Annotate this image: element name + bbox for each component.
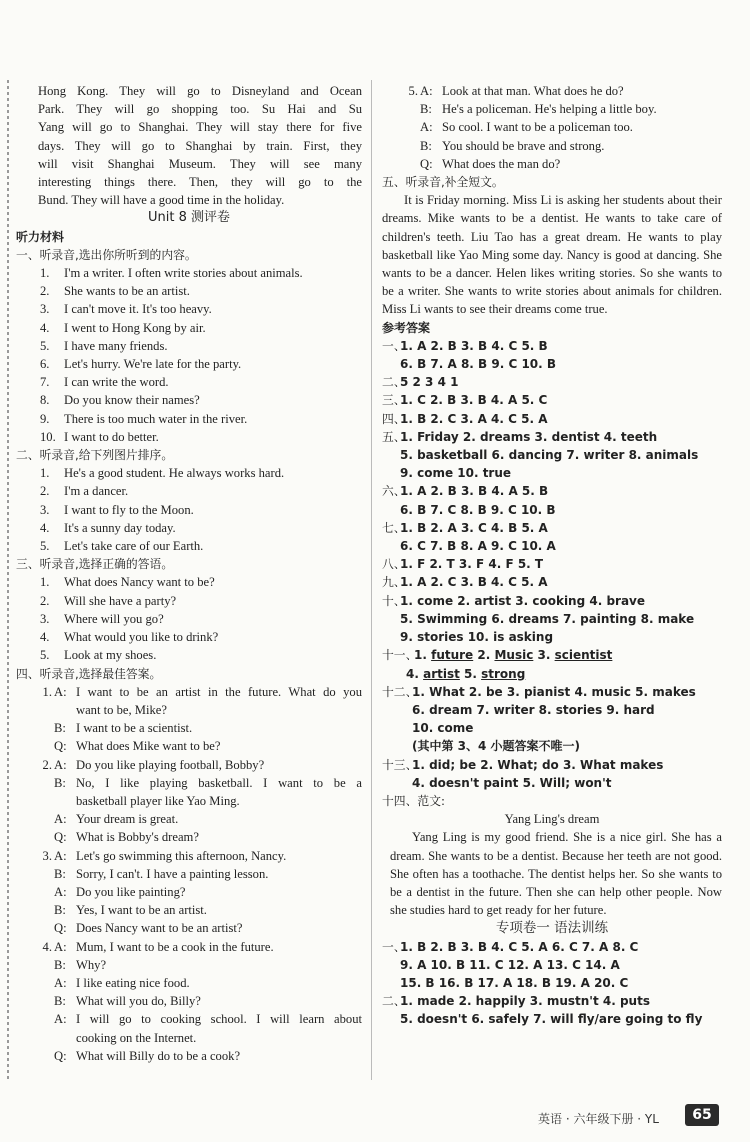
answer-row — [382, 410, 722, 428]
section-3-item — [16, 592, 362, 610]
item-text: I want to fly to the Moon. — [64, 502, 194, 517]
section-3-item — [16, 646, 362, 664]
answer-row — [382, 701, 722, 719]
dialogue-text: Mum, I want to be a cook in the future. — [76, 939, 274, 954]
answer-text: 5. doesn't 6. safely 7. will fly/are going to fly — [400, 1012, 703, 1027]
dialogue-number — [16, 883, 54, 901]
answer-text: 5. basketball 6. dancing 7. writer 8. animals — [400, 448, 699, 463]
section-4-dialogue-5 — [382, 82, 722, 173]
item-number: 7. — [40, 375, 50, 390]
grammar-row — [382, 974, 722, 992]
dialogue-number — [16, 1010, 54, 1028]
material-title: 听力材料 — [16, 229, 65, 244]
dialogue-text: What does Mike want to be? — [76, 739, 221, 754]
answer-text: 15. B 16. B 17. A 18. B 19. A 20. C — [400, 975, 629, 990]
underlined-answer: future — [431, 648, 474, 663]
answer-text: 1. did; be 2. What; do 3. What makes — [412, 757, 664, 772]
item-number: 3. — [40, 302, 50, 317]
dialogue-line — [16, 919, 362, 937]
item-number: 5. — [40, 648, 50, 663]
answer-text: 1. B 2. C 3. A 4. C 5. A — [400, 411, 548, 426]
section-1-item — [16, 373, 362, 391]
dialogue-line — [16, 956, 362, 974]
dialogue-text: Your dream is great. — [76, 812, 179, 827]
answer-text: 1. A 2. B 3. B 4. A 5. B — [400, 484, 549, 499]
dialogue-line — [16, 774, 362, 792]
speaker-label: B: — [420, 102, 432, 117]
section-2-item — [16, 464, 362, 482]
dialogue-number — [16, 828, 54, 846]
item-number: 5. — [40, 338, 50, 353]
item-text: I'm a writer. I often write stories about animals. — [64, 266, 303, 281]
answer-text: 9. come 10. true — [400, 466, 512, 481]
answer-text: 9. stories 10. is asking — [400, 630, 554, 645]
essay-title: Yang Ling's dream — [504, 812, 600, 827]
item-text: There is too much water in the river. — [64, 411, 248, 426]
section-2-list — [16, 464, 362, 555]
right-column — [382, 82, 722, 1029]
answer-text: 1. A 2. C 3. B 4. C 5. A — [400, 575, 548, 590]
intro-line: Yang will go to Shanghai. They will stay there for five — [38, 120, 362, 135]
item-text: It's a sunny day today. — [64, 520, 176, 535]
dialogue-number — [16, 992, 54, 1010]
answer-section-number: 一、 — [382, 338, 406, 353]
answer-row — [382, 391, 722, 409]
dialogue-text: Do you like playing football, Bobby? — [76, 757, 265, 772]
dialogue-number: 3. — [42, 848, 52, 863]
answer-text: 1. F 2. T 3. F 4. F 5. T — [400, 557, 544, 572]
section-1-item — [16, 300, 362, 318]
dialogue-number — [16, 792, 54, 810]
answer-row — [382, 428, 722, 446]
dialogue-line — [16, 992, 362, 1010]
answer-row — [382, 519, 722, 537]
dialogue-text: So cool. I want to be a policeman too. — [442, 120, 633, 135]
speaker-label: A: — [54, 848, 67, 863]
intro-line: Park. They will go shopping too. Su Hai and Su — [38, 102, 362, 117]
dialogue-line — [382, 137, 722, 155]
underlined-answer: strong — [481, 666, 526, 681]
item-number: 1. — [40, 266, 50, 281]
speaker-label: A: — [54, 975, 67, 990]
intro-line: will visit Shanghai Museum. They will see many — [38, 156, 362, 171]
answer-text: 9. A 10. B 11. C 12. A 13. C 14. A — [400, 957, 620, 972]
unit-title: Unit 8 测评卷 — [148, 210, 230, 226]
grammar-row — [382, 1010, 722, 1028]
speaker-label: Q: — [54, 921, 67, 936]
answer-section-number: 六、 — [382, 484, 406, 499]
answer-section-number: 十三、 — [382, 757, 418, 772]
dialogue-line — [16, 828, 362, 846]
grammar-row — [382, 956, 722, 974]
underlined-answer: artist — [423, 666, 460, 681]
speaker-label: B: — [420, 138, 432, 153]
item-text: I have many friends. — [64, 338, 168, 353]
section-1-item — [16, 428, 362, 446]
answer-number: 2. — [473, 648, 495, 663]
answer-text: 1. A 2. B 3. B 4. C 5. B — [400, 338, 548, 353]
item-text: Look at my shoes. — [64, 648, 157, 663]
answer-text: 1. made 2. happily 3. mustn't 4. puts — [400, 994, 650, 1009]
answer-text: 5 2 3 4 1 — [400, 375, 459, 390]
dialogue-number: 4. — [42, 939, 52, 954]
answer-text: 1. come 2. artist 3. cooking 4. brave — [400, 593, 646, 608]
speaker-label: Q: — [54, 1048, 67, 1063]
footer-label: 英语 · 六年级下册 · YL — [538, 1112, 659, 1126]
speaker-label: A: — [54, 1012, 67, 1027]
answer-section-number: 十二、 — [382, 684, 418, 699]
answer-text: 1. Friday 2. dreams 3. dentist 4. teeth — [400, 429, 658, 444]
answer-row — [382, 482, 722, 500]
dialogue-number — [16, 956, 54, 974]
dialogue-line — [16, 719, 362, 737]
item-number: 2. — [40, 284, 50, 299]
section-1-item — [16, 391, 362, 409]
section-1-item — [16, 355, 362, 373]
answer-text: 6. B 7. A 8. B 9. C 10. B — [400, 357, 557, 372]
dialogue-line — [16, 865, 362, 883]
answer-section-number: 二、 — [382, 375, 406, 390]
answer-11-line-1 — [382, 646, 722, 664]
dialogue-number — [382, 100, 420, 118]
dialogue-number: 5. — [408, 84, 418, 98]
dialogue-number: 1. — [42, 684, 52, 699]
dialogue-line — [16, 737, 362, 755]
section-2-item — [16, 482, 362, 500]
dialogue-line — [382, 100, 722, 118]
intro-line: interesting things there. Then, they will go to the — [38, 175, 362, 190]
grammar-row — [382, 938, 722, 956]
dialogue-line — [16, 810, 362, 828]
dialogue-line — [16, 756, 362, 774]
speaker-label: Q: — [54, 830, 67, 845]
section-1-title: 一、听录音,选出你所听到的内容。 — [16, 247, 197, 262]
answer-row — [382, 610, 722, 628]
speaker-label: B: — [54, 866, 66, 881]
answer-text: 4. doesn't paint 5. Will; won't — [412, 775, 612, 790]
intro-line: Bund. They will have a good time in the holiday. — [38, 193, 285, 208]
answer-row — [382, 501, 722, 519]
dialogue-line — [16, 847, 362, 865]
item-text: Let's take care of our Earth. — [64, 539, 204, 554]
answer-row — [382, 719, 722, 737]
dialogue-number — [16, 701, 54, 719]
dialogue-text: I will go to cooking school. I will learn about — [76, 1012, 362, 1027]
item-number: 5. — [40, 539, 50, 554]
answer-row — [382, 446, 722, 464]
speaker-label: Q: — [54, 739, 67, 754]
binding-margin — [7, 80, 9, 1080]
left-column — [16, 82, 362, 1065]
speaker-label — [54, 792, 76, 810]
speaker-label: B: — [54, 957, 66, 972]
section-3-title: 三、听录音,选择正确的答语。 — [16, 557, 174, 572]
answer-section-number: 七、 — [382, 520, 406, 535]
answer-number: 1. — [414, 648, 432, 663]
dialogue-text: Look at that man. What does he do? — [442, 84, 624, 98]
answer-section-number: 二、 — [382, 994, 406, 1009]
essay-body: Yang Ling is my good friend. She is a nice girl. She has a dream. She wants to be a dentist. Because her teeth are not good. She often has a toothache. The dentist helps her. So she wants to be a dentist in the future. Then she can help other people. Now she studies hard to get ready for her future. — [390, 830, 722, 918]
section-5-title: 五、听录音,补全短文。 — [382, 175, 504, 190]
intro-line: Hong Kong. They will go to Disneyland and Ocean — [38, 84, 362, 98]
answer-row — [382, 573, 722, 591]
underlined-answer: Music — [494, 648, 534, 663]
answer-row — [382, 774, 722, 792]
answer-key — [382, 337, 722, 646]
dialogue-text: I want to be a scientist. — [76, 721, 193, 736]
dialogue-line — [382, 118, 722, 136]
dialogue-text: He's a policeman. He's helping a little boy. — [442, 102, 657, 117]
answer-text: (其中第 3、4 小题答案不唯一) — [412, 739, 581, 754]
dialogue-text: Yes, I want to be an artist. — [76, 903, 207, 918]
section-1-list — [16, 264, 362, 446]
answer-text: 1. B 2. A 3. C 4. B 5. A — [400, 520, 548, 535]
answer-row — [382, 592, 722, 610]
dialogue-number — [16, 1047, 54, 1065]
dialogue-line — [16, 701, 362, 719]
answer-row — [382, 737, 722, 755]
section-1-item — [16, 410, 362, 428]
item-number: 1. — [40, 466, 50, 481]
dialogue-line — [16, 974, 362, 992]
item-number: 6. — [40, 357, 50, 372]
section-5-passage: It is Friday morning. Miss Li is asking her students about their dreams. Mike wants to be a dentist. He wants to take care of children's teeth. Liu Tao has a great dream. He wants to play basketball like Yao Ming some day. Nancy is good at dancing. She wants to be a dancer. Helen likes writing stories. So she wants to be a writer. She wants to write stories about animals for children. Miss Li wants to see their dreams come true. — [382, 193, 722, 317]
item-number: 3. — [40, 502, 50, 517]
item-text: She wants to be an artist. — [64, 284, 190, 299]
dialogue-number — [16, 810, 54, 828]
item-number: 2. — [40, 593, 50, 608]
dialogue-text: Do you like painting? — [76, 884, 186, 899]
section-4-dialogues — [16, 683, 362, 1065]
speaker-label: A: — [54, 684, 67, 699]
dialogue-number — [382, 137, 420, 155]
dialogue-number — [16, 719, 54, 737]
answer-text: 6. B 7. C 8. B 9. C 10. B — [400, 502, 556, 517]
dialogue-line — [16, 938, 362, 956]
item-text: I can write the word. — [64, 375, 169, 390]
answer-section-number: 八、 — [382, 557, 406, 572]
item-text: I can't move it. It's too heavy. — [64, 302, 212, 317]
speaker-label: A: — [420, 84, 433, 98]
dialogue-text: Why? — [76, 957, 107, 972]
grammar-row — [382, 992, 722, 1010]
dialogue-text: What will you do, Billy? — [76, 994, 201, 1009]
answer-13 — [382, 756, 722, 792]
speaker-label: A: — [54, 812, 67, 827]
item-text: I want to do better. — [64, 429, 159, 444]
item-number: 10. — [40, 429, 56, 444]
speaker-label: A: — [54, 884, 67, 899]
item-number: 2. — [40, 484, 50, 499]
answer-text: 10. come — [412, 721, 474, 736]
dialogue-text: No, I like playing basketball. I want to be a — [76, 775, 362, 790]
dialogue-number — [16, 737, 54, 755]
dialogue-text: You should be brave and strong. — [442, 138, 605, 153]
item-number: 1. — [40, 575, 50, 590]
section-1-item — [16, 282, 362, 300]
answer-row — [382, 628, 722, 646]
speaker-label — [54, 701, 76, 719]
speaker-label: B: — [54, 903, 66, 918]
answers-title: 参考答案 — [382, 320, 431, 335]
item-number: 4. — [40, 520, 50, 535]
column-divider — [371, 80, 372, 1080]
dialogue-line — [16, 1010, 362, 1028]
dialogue-text: Let's go swimming this afternoon, Nancy. — [76, 848, 287, 863]
answer-section-number: 一、 — [382, 939, 406, 954]
section-3-item — [16, 628, 362, 646]
answer-text: 1. C 2. B 3. B 4. A 5. C — [400, 393, 548, 408]
item-text: Let's hurry. We're late for the party. — [64, 357, 242, 372]
answer-text: 6. C 7. B 8. A 9. C 10. A — [400, 539, 556, 554]
intro-paragraph — [16, 82, 362, 209]
dialogue-line — [16, 792, 362, 810]
section-3-item — [16, 610, 362, 628]
section-1-item — [16, 337, 362, 355]
answer-row — [382, 537, 722, 555]
section-2-title: 二、听录音,给下列图片排序。 — [16, 448, 174, 463]
dialogue-text: basketball player like Yao Ming. — [76, 793, 240, 808]
answer-row — [382, 464, 722, 482]
dialogue-line — [16, 1029, 362, 1047]
section-2-item — [16, 501, 362, 519]
special-test-title: 专项卷一 语法训练 — [495, 920, 609, 937]
dialogue-number — [16, 1029, 54, 1047]
speaker-label: B: — [54, 775, 66, 790]
underlined-answer: scientist — [554, 648, 613, 663]
answer-11-line-2 — [382, 665, 722, 683]
dialogue-number: 2. — [42, 757, 52, 772]
answer-section-number: 四、 — [382, 411, 406, 426]
answer-text: 1. B 2. B 3. B 4. C 5. A 6. C 7. A 8. C — [400, 939, 639, 954]
page-number: 65 — [685, 1104, 719, 1126]
item-text: Will she have a party? — [64, 593, 177, 608]
dialogue-text: What is Bobby's dream? — [76, 830, 199, 845]
speaker-label: B: — [54, 721, 66, 736]
dialogue-line — [382, 155, 722, 173]
section-3-list — [16, 573, 362, 664]
speaker-label: A: — [54, 757, 67, 772]
section-14-title: 十四、范文: — [382, 793, 445, 808]
answer-section-number: 九、 — [382, 575, 406, 590]
answer-number: 3. — [533, 648, 555, 663]
dialogue-number — [16, 901, 54, 919]
answer-row — [382, 683, 722, 701]
dialogue-line — [16, 883, 362, 901]
speaker-label — [54, 1029, 76, 1047]
section-3-item — [16, 573, 362, 591]
answer-row — [382, 355, 722, 373]
item-text: Do you know their names? — [64, 393, 200, 408]
dialogue-number — [16, 974, 54, 992]
dialogue-text: Does Nancy want to be an artist? — [76, 921, 243, 936]
dialogue-line — [16, 683, 362, 701]
item-number: 9. — [40, 411, 50, 426]
dialogue-text: want to be, Mike? — [76, 702, 167, 717]
answer-row — [382, 337, 722, 355]
dialogue-line — [382, 82, 722, 100]
item-text: What does Nancy want to be? — [64, 575, 215, 590]
section-1-item — [16, 319, 362, 337]
section-4-title: 四、听录音,选择最佳答案。 — [16, 666, 162, 681]
speaker-label: A: — [54, 939, 67, 954]
dialogue-number — [382, 155, 420, 173]
dialogue-number — [382, 118, 420, 136]
speaker-label: Q: — [420, 156, 433, 171]
answer-number: 5. — [459, 666, 482, 681]
dialogue-number — [16, 919, 54, 937]
answer-text: 5. Swimming 6. dreams 7. painting 8. make — [400, 611, 695, 626]
dialogue-text: What does the man do? — [442, 156, 561, 171]
answer-text: 6. dream 7. writer 8. stories 9. hard — [412, 702, 655, 717]
intro-line: days. They will go to Shanghai by train. First, they — [38, 138, 362, 153]
answer-section-number: 三、 — [382, 393, 406, 408]
item-number: 4. — [40, 320, 50, 335]
dialogue-text: I like eating nice food. — [76, 975, 190, 990]
answer-row — [382, 756, 722, 774]
dialogue-line — [16, 901, 362, 919]
item-text: I went to Hong Kong by air. — [64, 320, 206, 335]
answer-row — [382, 373, 722, 391]
dialogue-number — [16, 774, 54, 792]
dialogue-text: Sorry, I can't. I have a painting lesson. — [76, 866, 269, 881]
speaker-label: A: — [420, 120, 433, 135]
dialogue-text: I want to be an artist in the future. What do you — [76, 684, 362, 699]
item-number: 3. — [40, 611, 50, 626]
item-text: Where will you go? — [64, 611, 164, 626]
answer-text: 1. What 2. be 3. pianist 4. music 5. makes — [412, 684, 696, 699]
item-number: 8. — [40, 393, 50, 408]
section-1-item — [16, 264, 362, 282]
section-2-item — [16, 537, 362, 555]
item-number: 4. — [40, 630, 50, 645]
answer-section-number: 五、 — [382, 429, 406, 444]
item-text: I'm a dancer. — [64, 484, 129, 499]
grammar-answers — [382, 938, 722, 1029]
answer-section-number: 十、 — [382, 593, 406, 608]
speaker-label: B: — [54, 994, 66, 1009]
dialogue-line — [16, 1047, 362, 1065]
dialogue-text: What will Billy do to be a cook? — [76, 1048, 241, 1063]
dialogue-number — [16, 865, 54, 883]
item-text: What would you like to drink? — [64, 630, 219, 645]
answer-12 — [382, 683, 722, 756]
dialogue-text: cooking on the Internet. — [76, 1030, 197, 1045]
section-2-item — [16, 519, 362, 537]
answer-number: 4. — [406, 666, 424, 681]
item-text: He's a good student. He always works hard. — [64, 466, 285, 481]
answer-row — [382, 555, 722, 573]
answer-section-number: 十一、 — [382, 648, 418, 663]
